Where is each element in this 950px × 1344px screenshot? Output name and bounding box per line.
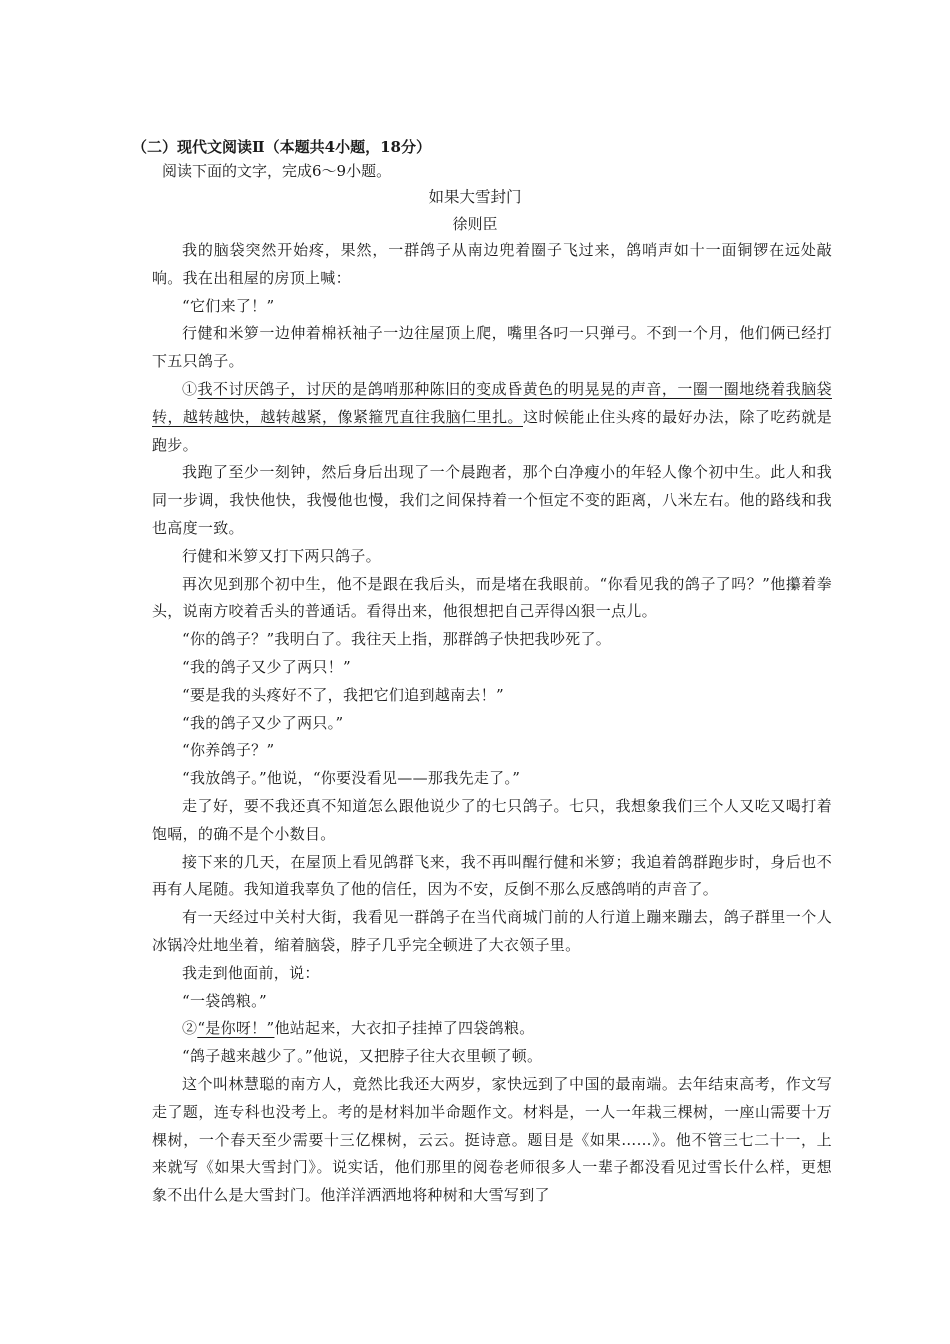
paragraph: 行健和米箩又打下两只鸽子。 [182, 546, 381, 565]
section-title: （二）现代文阅读Ⅱ（本题共4小题，18分） [132, 138, 431, 156]
article-body [152, 237, 832, 1210]
dialogue-line: “我的鸽子又少了两只。” [182, 713, 344, 732]
marker-2: ② [182, 1019, 198, 1038]
dialogue-line: “我放鸽子。”他说，“你要没看见——那我先走了。” [182, 769, 521, 788]
dialogue-line: “它们来了！” [182, 296, 275, 315]
dialogue-line: “要是我的头疼好不了，我把它们追到越南去！” [182, 685, 504, 704]
paragraph: 走了好，要不我还真不知道怎么跟他说少了的七只鸽子。七只，我想象我们三个人又吃又喝打着饱嗝，的确不是个小数目。 [152, 796, 832, 843]
dialogue-line: “你的鸽子？”我明白了。我往天上指，那群鸽子快把我吵死了。 [182, 630, 612, 649]
dialogue-line: “你养鸽子？” [182, 741, 275, 760]
paragraph: 接下来的几天，在屋顶上看见鸽群飞来，我不再叫醒行健和米箩；我追着鸽群跑步时，身后也不再有人尾随。我知道我辜负了他的信任，因为不安，反倒不那么反感鸽哨的声音了。 [152, 852, 832, 899]
article-title: 如果大雪封门 [428, 188, 522, 206]
paragraph: 行健和米箩一边伸着棉袄袖子一边往屋顶上爬，嘴里各叼一只弹弓。不到一个月，他们俩已经打下五只鸽子。 [152, 324, 832, 371]
article-author: 徐则臣 [452, 215, 498, 233]
paragraph: 这个叫林慧聪的南方人，竟然比我还大两岁，家快远到了中国的最南端。去年结束高考，作文写走了题，连专科也没考上。考的是材料加半命题作文。材料是，一人一年栽三棵树，一座山需要十万棵树，一个春天至少需要十三亿棵树，云云。挺诗意。题目是《如果……》。他不管三七二十一，上来就写《如果大雪封门》。说实话，他们那里的阅卷老师很多人一辈子都没看见过雪长什么样，更想象不出什么是大雪封门。他洋洋洒洒地将种树和大雪写到了 [152, 1074, 832, 1205]
dialogue-line: “鸽子越来越少了。”他说，又把脖子往大衣里顿了顿。 [182, 1047, 543, 1066]
marker-1: ① [182, 379, 198, 398]
paragraph-rest: 这时候能止住头疼的最好办法，除了吃药就是跑步。 [152, 407, 832, 454]
paragraph: 我跑了至少一刻钟，然后身后出现了一个晨跑者，那个白净瘦小的年轻人像个初中生。此人和我同一步调，我快他快，我慢他也慢，我们之间保持着一个恒定不变的距离，八米左右。他的路线和我也高度一致。 [152, 463, 832, 537]
dialogue-line: “一袋鸽粮。” [182, 991, 267, 1010]
dialogue-line: “我的鸽子又少了两只！” [182, 657, 351, 676]
paragraph: 我走到他面前，说： [182, 963, 320, 982]
instruction: 阅读下面的文字，完成6～9小题。 [162, 162, 392, 180]
paragraph-marked-1 [152, 376, 832, 459]
paragraph-marked-2 [152, 1015, 832, 1043]
paragraph: 有一天经过中关村大街，我看见一群鸽子在当代商城门前的人行道上蹦来蹦去，鸽子群里一个人冰锅冷灶地坐着，缩着脑袋，脖子几乎完全顿进了大衣领子里。 [152, 908, 832, 954]
underlined-sentence-1: 我不讨厌鸽子，讨厌的是鸽哨那种陈旧的变成昏黄色的明晃晃的声音，一圈一圈地绕着我脑袋转，越转越快，越转越紧，像紧箍咒直往我脑仁里扎。 [152, 379, 832, 426]
paragraph: 再次见到那个初中生，他不是跟在我后头，而是堵在我眼前。“你看见我的鸽子了吗？”他攥着拳头，说南方咬着舌头的普通话。看得出来，他很想把自己弄得凶狠一点儿。 [152, 574, 832, 621]
underlined-sentence-2: “是你呀！” [197, 1019, 275, 1038]
paragraph: 我的脑袋突然开始疼，果然，一群鸽子从南边兜着圈子飞过来，鸽哨声如十一面铜锣在远处敲响。我在出租屋的房顶上喊： [152, 241, 832, 287]
paragraph-rest: 他站起来，大衣扣子挂掉了四袋鸽粮。 [274, 1019, 535, 1038]
